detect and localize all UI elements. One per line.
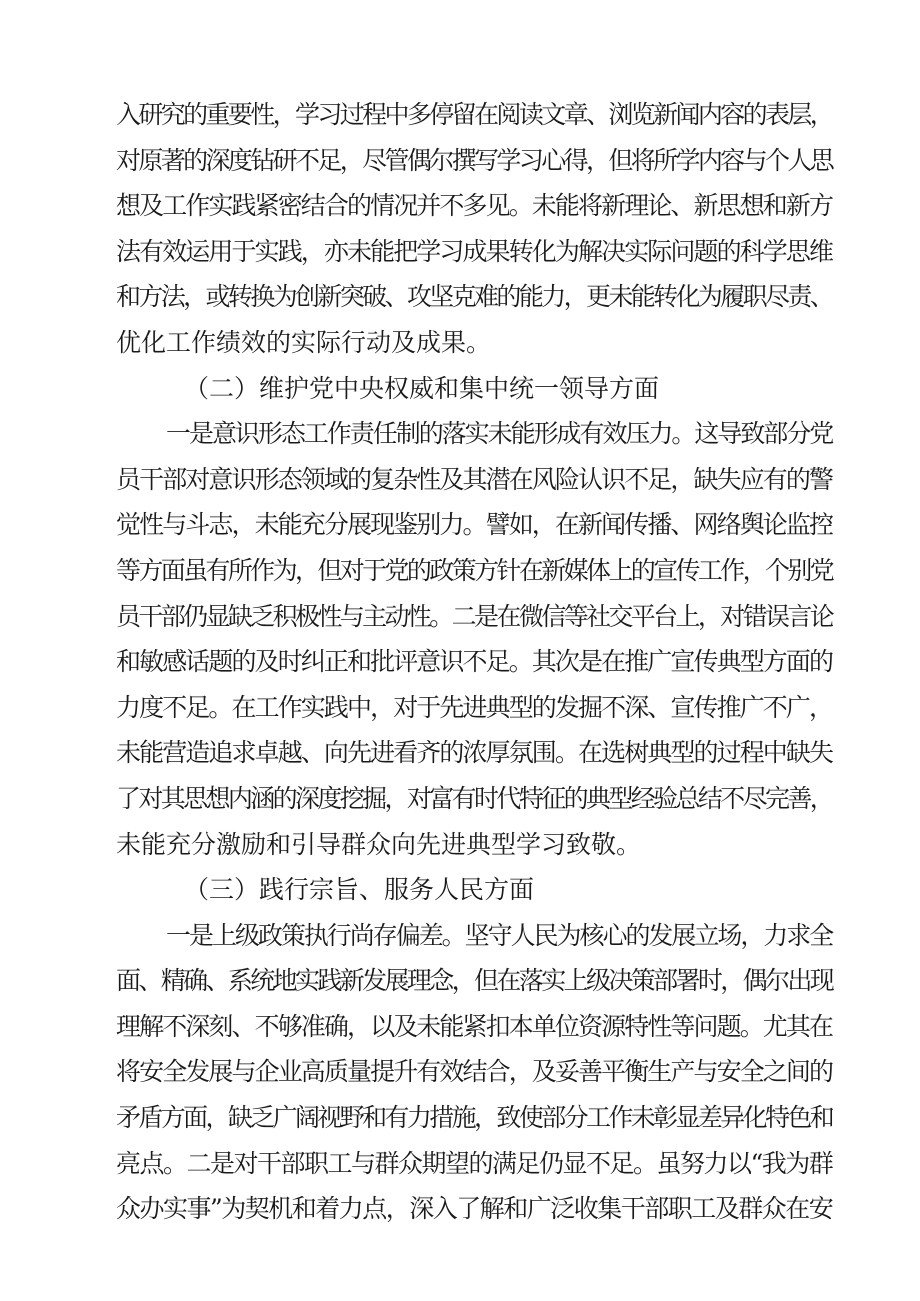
text-line: 了对其思想内涵的深度挖掘，对富有时代特征的典型经验总结不尽完善， [116, 783, 832, 813]
text-line: 对原著的深度钻研不足，尽管偶尔撰写学习心得，但将所学内容与个人思 [116, 145, 832, 175]
text-line: 未能营造追求卓越、向先进看齐的浓厚氛围。在选树典型的过程中缺失 [116, 738, 832, 768]
document-body [116, 92, 832, 1232]
text-line: 员干部仍显缺乏积极性与主动性。二是在微信等社交平台上，对错误言论 [116, 601, 832, 631]
text-line: 想及工作实践紧密结合的情况并不多见。未能将新理论、新思想和新方 [116, 191, 832, 221]
text-line: 等方面虽有所作为，但对于党的政策方针在新媒体上的宣传工作，个别党 [116, 555, 832, 585]
text-line: 法有效运用于实践，亦未能把学习成果转化为解决实际问题的科学思维 [116, 236, 832, 266]
text-line: 众办实事”为契机和着力点，深入了解和广泛收集干部职工及群众在安 [116, 1194, 833, 1224]
text-line: 优化工作绩效的实际行动及成果。 [116, 327, 492, 357]
text-line: 一是上级政策执行尚存偏差。坚守人民为核心的发展立场，力求全 [166, 920, 832, 950]
text-line: 面、精确、系统地实践新发展理念，但在落实上级决策部署时，偶尔出现 [116, 966, 832, 996]
text-line: 员干部对意识形态领域的复杂性及其潜在风险认识不足，缺失应有的警 [116, 464, 832, 494]
text-line: 未能充分激励和引导群众向先进典型学习致敬。 [116, 829, 642, 859]
text-line: 和方法，或转换为创新突破、攻坚克难的能力，更未能转化为履职尽责、 [116, 282, 832, 312]
text-line: 觉性与斗志，未能充分展现鉴别力。譬如，在新闻传播、网络舆论监控 [116, 510, 832, 540]
section-heading: （二）维护党中央权威和集中统一领导方面 [184, 373, 660, 403]
text-line: 亮点。二是对干部职工与群众期望的满足仍显不足。虽努力以“我为群 [116, 1148, 833, 1178]
section-heading: （三）践行宗旨、服务人民方面 [184, 875, 535, 905]
text-line: 一是意识形态工作责任制的落实未能形成有效压力。这导致部分党 [166, 419, 832, 449]
text-line: 矛盾方面，缺乏广阔视野和有力措施，致使部分工作未彰显差异化特色和 [116, 1103, 832, 1133]
text-line: 力度不足。在工作实践中，对于先进典型的发掘不深、宣传推广不广， [116, 692, 832, 722]
text-line: 理解不深刻、不够准确，以及未能紧扣本单位资源特性等问题。尤其在 [116, 1011, 832, 1041]
text-line: 和敏感话题的及时纠正和批评意识不足。其次是在推广宣传典型方面的 [116, 647, 832, 677]
text-line: 将安全发展与企业高质量提升有效结合，及妥善平衡生产与安全之间的 [116, 1057, 832, 1087]
text-line: 入研究的重要性，学习过程中多停留在阅读文章、浏览新闻内容的表层， [116, 100, 832, 129]
